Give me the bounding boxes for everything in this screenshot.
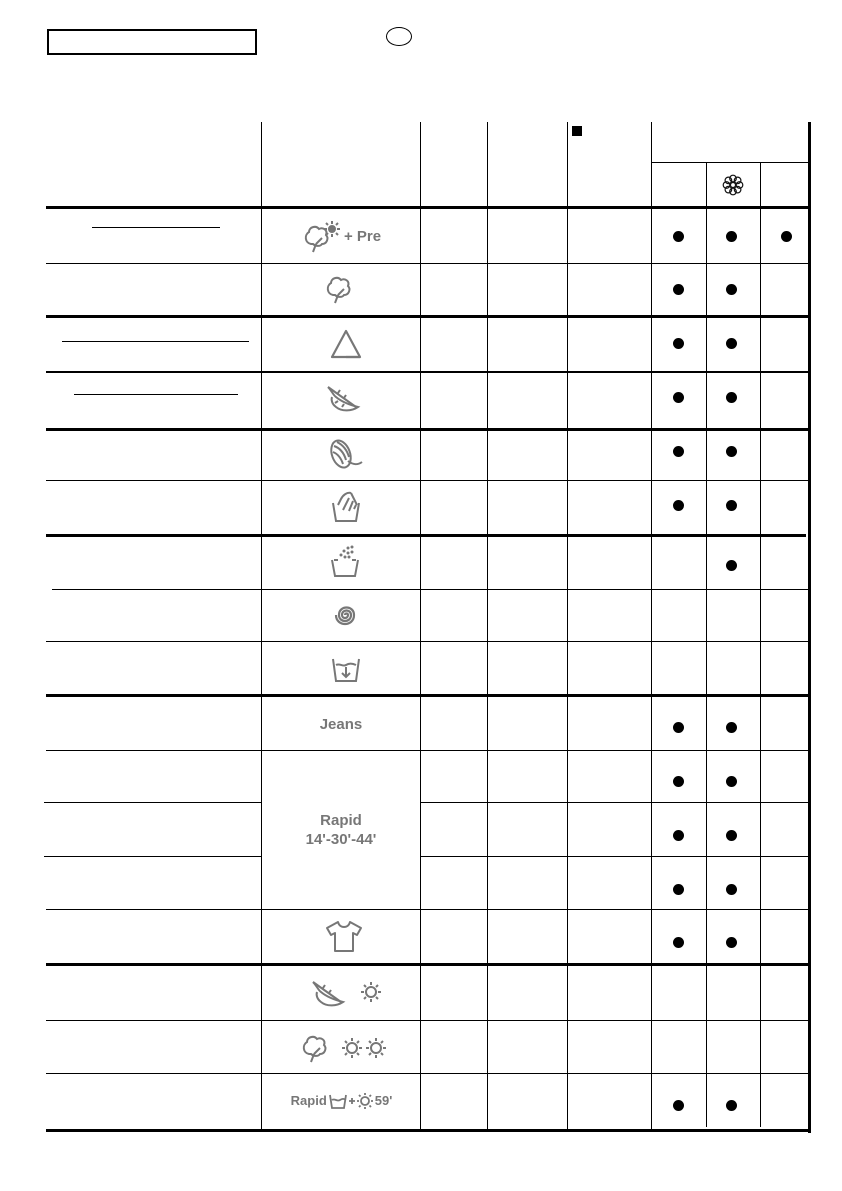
program-dot (726, 446, 737, 457)
language-badge (386, 27, 412, 46)
cotton-sun-icon (286, 218, 396, 256)
program-dot (673, 392, 684, 403)
program-dot (673, 1100, 684, 1111)
program-dot (726, 338, 737, 349)
prewash-label: + Pre (343, 227, 382, 245)
rinse-icon (325, 543, 365, 581)
program-dot (673, 722, 684, 733)
program-dot (673, 884, 684, 895)
cotton-dry-icon (298, 1028, 390, 1066)
program-dot (673, 338, 684, 349)
program-dot (673, 776, 684, 787)
program-dot (673, 830, 684, 841)
feather-icon (322, 381, 366, 417)
wool-icon (325, 436, 365, 472)
program-dot (673, 446, 684, 457)
program-dot (726, 830, 737, 841)
program-dot (726, 231, 737, 242)
program-dot (673, 284, 684, 295)
triangle-icon (326, 326, 366, 362)
legend-square (572, 126, 582, 136)
program-dot (673, 231, 684, 242)
program-dot (781, 231, 792, 242)
header-title-box (47, 29, 257, 55)
handwash-icon (326, 488, 366, 526)
program-dot (726, 560, 737, 571)
program-dot (726, 884, 737, 895)
cotton-icon (321, 272, 361, 306)
flower-icon (720, 172, 746, 198)
rapid-wash-dry-label: Rapid 59' (290, 1092, 393, 1108)
spin-icon (326, 597, 364, 633)
program-dot (726, 1100, 737, 1111)
program-dot (726, 937, 737, 948)
rapid-program-label: Rapid 14'-30'-44' (305, 812, 377, 848)
program-dot (726, 776, 737, 787)
drain-icon (326, 651, 366, 687)
program-dot (726, 392, 737, 403)
feather-dry-icon (308, 975, 384, 1013)
program-dot (673, 937, 684, 948)
program-dot (726, 500, 737, 511)
program-dot (726, 722, 737, 733)
shirt-icon (322, 917, 366, 955)
jeans-label: Jeans (319, 715, 363, 733)
program-dot (726, 284, 737, 295)
program-dot (673, 500, 684, 511)
